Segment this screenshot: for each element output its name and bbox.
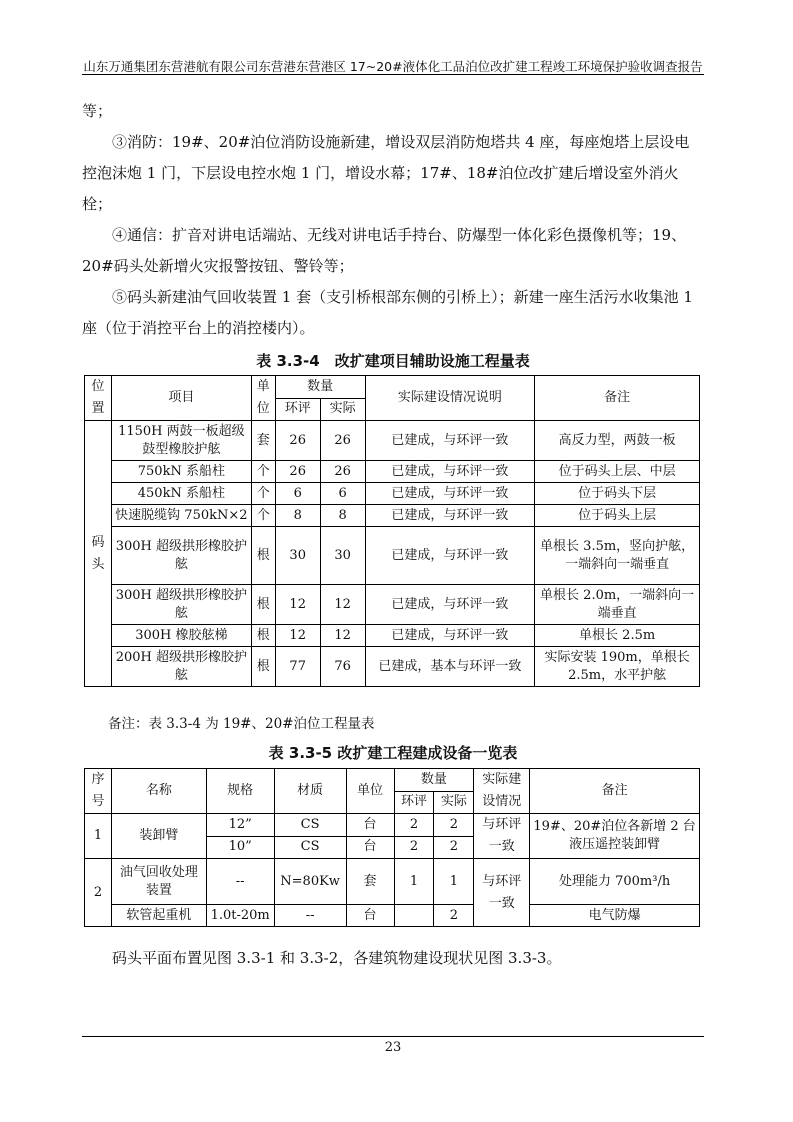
cell-actual: 12 (320, 625, 365, 647)
header-quantity: 数量 (394, 769, 474, 792)
cell-remark: 处理能力 700m³/h (530, 859, 700, 905)
cell-material: -- (274, 905, 346, 927)
cell-item: 200H 超级拱形橡胶护舷 (111, 647, 251, 687)
cell-actual: 8 (320, 505, 365, 527)
table-row (85, 905, 700, 927)
cell-unit: 台 (346, 905, 394, 927)
header-spec: 规格 (206, 769, 274, 814)
cell-eia: 12 (275, 585, 320, 625)
header-description: 实际建设情况说明 (365, 376, 535, 421)
cell-name: 装卸臂 (111, 814, 206, 859)
table-row (85, 461, 700, 483)
cell-actual: 26 (320, 461, 365, 483)
cell-unit: 个 (251, 483, 275, 505)
cell-item: 450kN 系船柱 (111, 483, 251, 505)
cell-item: 300H 超级拱形橡胶护舷 (111, 585, 251, 625)
body-paragraphs (82, 96, 704, 344)
cell-eia: 6 (275, 483, 320, 505)
cell-actual: 2 (434, 814, 474, 837)
group-label: 码头 (85, 421, 112, 687)
cell-status: 与环评一致 (474, 814, 530, 859)
header-eia: 环评 (275, 398, 320, 421)
equipment-table (84, 768, 700, 927)
cell-eia: 30 (275, 527, 320, 585)
cell-eia: 26 (275, 461, 320, 483)
cell-unit: 套 (251, 421, 275, 461)
cell-unit: 套 (346, 859, 394, 905)
cell-remark: 单根长 2.0m，一端斜向一端垂直 (535, 585, 700, 625)
cell-eia: 12 (275, 625, 320, 647)
cell-unit: 个 (251, 461, 275, 483)
cell-unit: 根 (251, 625, 275, 647)
closing-paragraph-wrap (82, 943, 704, 974)
cell-unit: 根 (251, 585, 275, 625)
cell-unit: 个 (251, 505, 275, 527)
cell-eia: 1 (394, 859, 434, 905)
header-item: 项目 (111, 376, 251, 421)
header-name: 名称 (111, 769, 206, 814)
header-rule (82, 74, 704, 75)
header-status: 实际建设情况 (474, 769, 530, 814)
cell-description: 已建成，与环评一致 (365, 421, 535, 461)
paragraph: ③消防：19#、20#泊位消防设施新建，增设双层消防炮塔共 4 座，每座炮塔上层设电控泡沫炮 1 门，下层设电控水炮 1 门，增设水幕；17#、18#泊位改扩建后增设室外消火栓； (82, 133, 690, 213)
cell-remark: 实际安装 190m，单根长 2.5m，水平护舷 (535, 647, 700, 687)
cell-actual: 1 (434, 859, 474, 905)
cell-item: 750kN 系船柱 (111, 461, 251, 483)
header-eia: 环评 (394, 791, 434, 814)
cell-unit: 根 (251, 647, 275, 687)
header-remark: 备注 (535, 376, 700, 421)
cell-eia: 2 (394, 836, 434, 859)
cell-eia: 26 (275, 421, 320, 461)
paragraph: ⑤码头新建油气回收装置 1 套（支引桥根部东侧的引桥上）；新建一座生活污水收集池 1 座（位于消控平台上的消控楼内）。 (82, 288, 693, 337)
cell-remark: 位于码头上层、中层 (535, 461, 700, 483)
cell-eia (394, 905, 434, 927)
header-quantity: 数量 (275, 376, 365, 399)
header-unit: 单位 (251, 376, 275, 421)
cell-spec: 12” (206, 814, 274, 837)
table-row (85, 527, 700, 585)
cell-actual: 76 (320, 647, 365, 687)
cell-spec: 1.0t-20m (206, 905, 274, 927)
table-row (85, 483, 700, 505)
cell-status: 与环评一致 (474, 859, 530, 927)
cell-eia: 2 (394, 814, 434, 837)
table-row (85, 625, 700, 647)
cell-no: 2 (85, 859, 112, 927)
cell-remark: 位于码头下层 (535, 483, 700, 505)
auxiliary-facilities-table (84, 375, 700, 687)
table2-caption: 表 3.3-5 改扩建工程建成设备一览表 (268, 744, 518, 762)
cell-eia: 77 (275, 647, 320, 687)
cell-remark: 电气防爆 (530, 905, 700, 927)
cell-item: 300H 橡胶舷梯 (111, 625, 251, 647)
cell-eia: 8 (275, 505, 320, 527)
closing-paragraph: 码头平面布置见图 3.3-1 和 3.3-2，各建筑物建设现状见图 3.3-3。 (112, 949, 562, 967)
cell-actual: 2 (434, 836, 474, 859)
cell-spec: -- (206, 859, 274, 905)
cell-unit: 台 (346, 814, 394, 837)
cell-item: 300H 超级拱形橡胶护舷 (111, 527, 251, 585)
table-row (85, 859, 700, 905)
cell-item: 1150H 两鼓一板超级鼓型橡胶护舷 (111, 421, 251, 461)
header-remark: 备注 (530, 769, 700, 814)
cell-actual: 6 (320, 483, 365, 505)
cell-description: 已建成，与环评一致 (365, 461, 535, 483)
cell-description: 已建成，与环评一致 (365, 483, 535, 505)
cell-actual: 26 (320, 421, 365, 461)
cell-remark: 19#、20#泊位各新增 2 台液压遥控装卸臂 (530, 814, 700, 859)
header-material: 材质 (274, 769, 346, 814)
footer-rule (82, 1036, 704, 1037)
table-row (85, 814, 700, 837)
header-actual: 实际 (434, 791, 474, 814)
cell-material: CS (274, 836, 346, 859)
cell-remark: 单根长 2.5m (535, 625, 700, 647)
cell-remark: 单根长 3.5m，竖向护舷，一端斜向一端垂直 (535, 527, 700, 585)
cell-no: 1 (85, 814, 112, 859)
cell-item: 快速脱缆钩 750kN×2 (111, 505, 251, 527)
cell-description: 已建成，与环评一致 (365, 585, 535, 625)
cell-description: 已建成，与环评一致 (365, 505, 535, 527)
header-no: 序号 (85, 769, 112, 814)
cell-actual: 2 (434, 905, 474, 927)
cell-name: 油气回收处理装置 (111, 859, 206, 905)
cell-unit: 根 (251, 527, 275, 585)
cell-remark: 高反力型，两鼓一板 (535, 421, 700, 461)
table-row (85, 585, 700, 625)
table-row (85, 421, 700, 461)
page-number: 23 (384, 1040, 402, 1055)
table-row (85, 505, 700, 527)
cell-remark: 位于码头上层 (535, 505, 700, 527)
cell-material: N=80Kw (274, 859, 346, 905)
paragraph: ④通信：扩音对讲电话端站、无线对讲电话手持台、防爆型一体化彩色摄像机等；19、20#码头处新增火灾报警按钮、警铃等； (82, 226, 687, 275)
cell-spec: 10” (206, 836, 274, 859)
cell-name: 软管起重机 (111, 905, 206, 927)
cell-actual: 12 (320, 585, 365, 625)
paragraph: 等； (82, 102, 113, 120)
cell-material: CS (274, 814, 346, 837)
cell-description: 已建成，基本与环评一致 (365, 647, 535, 687)
cell-unit: 台 (346, 836, 394, 859)
header-unit: 单位 (346, 769, 394, 814)
cell-description: 已建成，与环评一致 (365, 527, 535, 585)
header-actual: 实际 (320, 398, 365, 421)
table1-caption: 表 3.3-4 改扩建项目辅助设施工程量表 (256, 352, 530, 370)
header-position: 位置 (85, 376, 112, 421)
table1-note: 备注：表 3.3-4 为 19#、20#泊位工程量表 (108, 716, 375, 732)
cell-description: 已建成，与环评一致 (365, 625, 535, 647)
cell-actual: 30 (320, 527, 365, 585)
table-row (85, 647, 700, 687)
page-header: 山东万通集团东营港航有限公司东营港东营港区 17~20#液体化工品泊位改扩建工程竣工环境保护验收调查报告 (83, 59, 703, 74)
